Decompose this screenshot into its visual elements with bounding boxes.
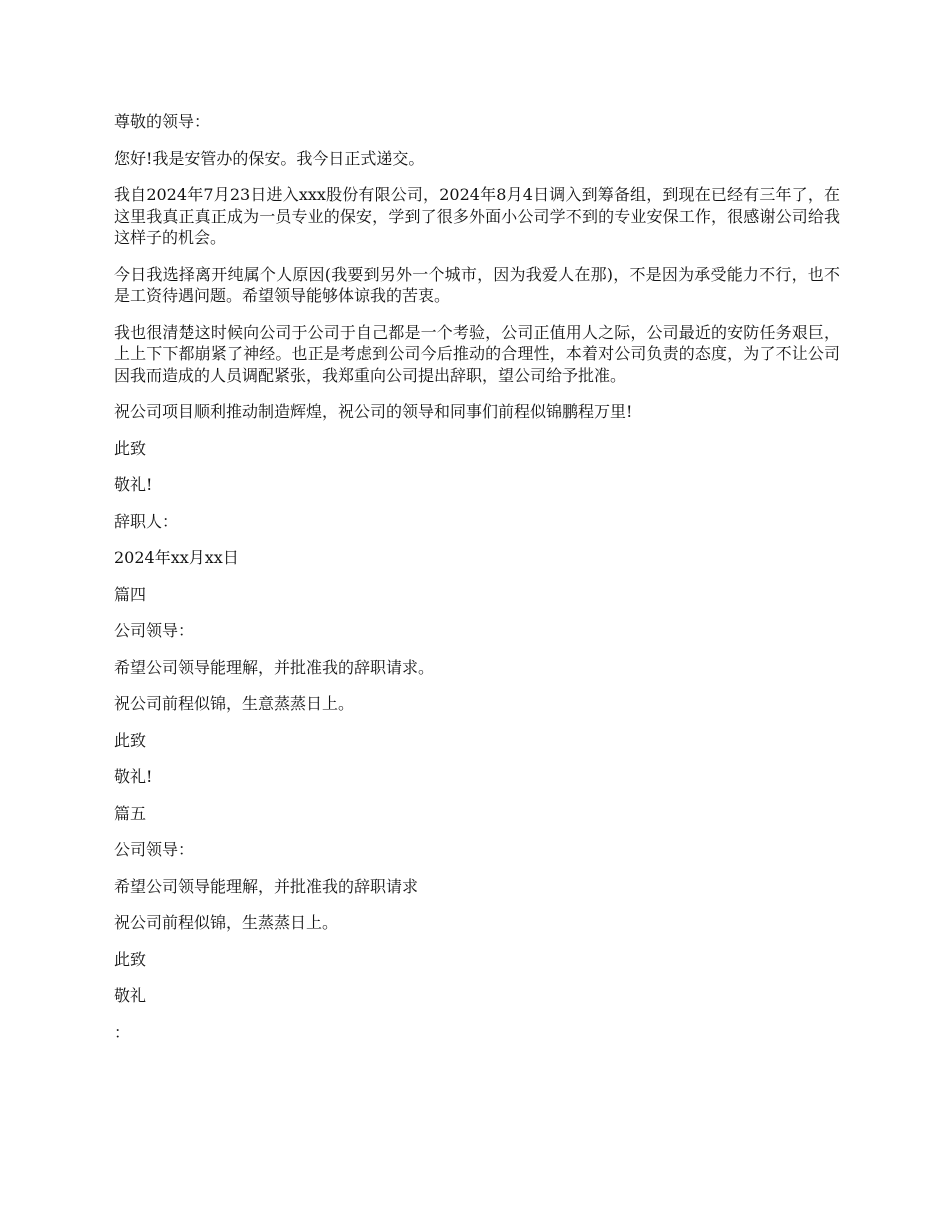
salutation: 尊敬的领导： (114, 112, 211, 131)
closing-line-2: 敬礼! (114, 475, 153, 494)
trailing-mark: ： (114, 1022, 131, 1042)
section-5-body: 希望公司领导能理解，并批准我的辞职请求 (114, 876, 419, 896)
letter-date: 2024年xx月xx日 (114, 548, 239, 567)
blessing: 祝公司项目顺利推动制造辉煌，祝公司的领导和同事们前程似锦鹏程万里! (114, 402, 633, 421)
closing-line-1: 此致 (114, 438, 147, 458)
section-4-title: 篇四 (114, 584, 147, 604)
section-5-closing-1: 此致 (114, 949, 147, 969)
section-4-closing-1: 此致 (114, 730, 147, 750)
section-4-closing-2: 敬礼! (114, 767, 153, 786)
section-5-salutation: 公司领导： (114, 840, 195, 859)
paragraph-1: 我自2024年7月23日进入xxx股份有限公司，2024年8月4日调入到筹备组，到现在已经有三年了，在这里我真正真正成为一员专业的保安，学到了很多外面小公司学不到的专业安保工作，很感谢公司给我这样子的机会。 (114, 185, 840, 247)
section-5-blessing: 祝公司前程似锦，生蒸蒸日上。 (114, 913, 339, 932)
section-4-body: 希望公司领导能理解，并批准我的辞职请求。 (114, 657, 435, 677)
greeting: 您好!我是安管办的保安。我今日正式递交。 (114, 148, 425, 168)
paragraph-2: 今日我选择离开纯属个人原因(我要到另外一个城市，因为我爱人在那)，不是因为承受能力不行，也不是工资待遇问题。希望领导能够体谅我的苦衷。 (114, 264, 840, 305)
section-4-blessing: 祝公司前程似锦，生意蒸蒸日上。 (114, 694, 355, 713)
signer-label: 辞职人： (114, 511, 179, 531)
letter-body (114, 111, 840, 1043)
section-4-salutation: 公司领导： (114, 621, 195, 640)
section-5-closing-2: 敬礼 (114, 986, 147, 1005)
paragraph-3: 我也很清楚这时候向公司于公司于自己都是一个考验，公司正值用人之际，公司最近的安防任务艰巨，上上下下都崩紧了神经。也正是考虑到公司今后推动的合理性，本着对公司负责的态度，为了不让公司因我而造成的人员调配紧张，我郑重向公司提出辞职，望公司给予批准。 (114, 322, 840, 385)
section-5-title: 篇五 (114, 803, 147, 823)
